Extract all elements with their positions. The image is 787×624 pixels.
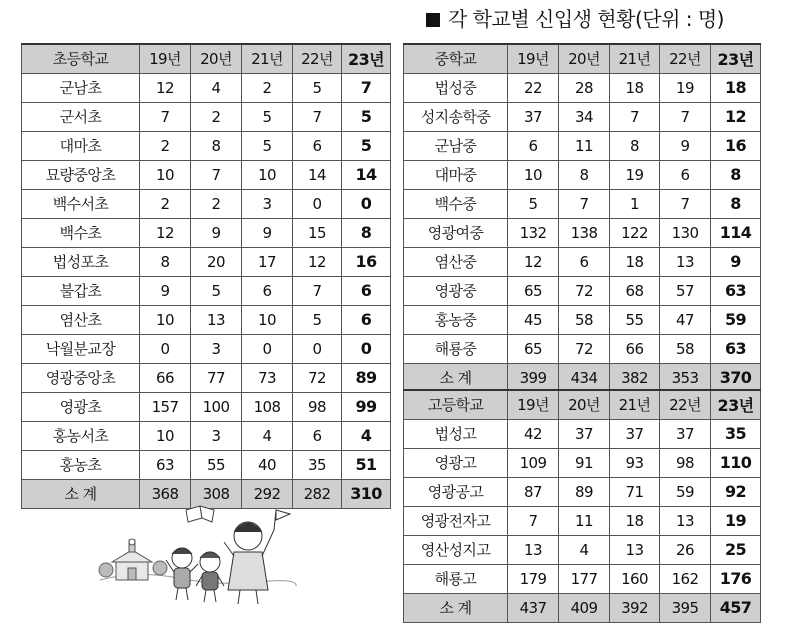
count-cell: 13 [508,535,559,564]
count-cell: 37 [508,102,559,131]
count-cell: 7 [342,73,391,102]
school-name-cell: 불갑초 [22,276,140,305]
count-cell: 157 [140,392,191,421]
count-cell: 10 [140,421,191,450]
count-cell: 132 [508,218,559,247]
table-header-row [404,390,761,419]
table-row [22,131,391,160]
count-cell: 2 [140,131,191,160]
count-cell: 138 [559,218,610,247]
high-school-table [403,389,761,623]
count-cell: 34 [559,102,610,131]
count-cell: 19 [610,160,660,189]
subtotal-label: 소 계 [22,479,140,508]
count-cell: 91 [559,448,610,477]
count-cell: 3 [191,421,242,450]
school-name-cell: 영광중 [404,276,508,305]
count-cell: 8 [711,189,761,218]
count-cell: 26 [660,535,711,564]
count-cell: 93 [610,448,660,477]
count-cell: 37 [559,419,610,448]
count-cell: 45 [508,305,559,334]
school-name-cell: 영광여중 [404,218,508,247]
count-cell: 5 [191,276,242,305]
children-school-illustration [98,500,298,612]
column-header-school: 고등학교 [404,390,508,419]
count-cell: 89 [559,477,610,506]
column-header-school: 초등학교 [22,44,140,73]
count-cell: 18 [711,73,761,102]
table-row [404,102,761,131]
column-header-school: 중학교 [404,44,508,73]
subtotal-cell: 409 [559,593,610,622]
column-header-year: 21년 [610,390,660,419]
school-name-cell: 염산중 [404,247,508,276]
school-name-cell: 군남중 [404,131,508,160]
count-cell: 9 [242,218,293,247]
subtotal-cell: 353 [660,363,711,392]
count-cell: 35 [711,419,761,448]
child-figure [196,552,224,602]
school-building-icon [112,539,152,580]
subtotal-cell: 434 [559,363,610,392]
school-name-cell: 영광초 [22,392,140,421]
column-header-year: 19년 [508,390,559,419]
count-cell: 19 [660,73,711,102]
table-row [404,160,761,189]
count-cell: 98 [293,392,342,421]
school-name-cell: 백수중 [404,189,508,218]
table-row [404,131,761,160]
count-cell: 162 [660,564,711,593]
count-cell: 8 [610,131,660,160]
table-row [22,276,391,305]
count-cell: 6 [242,276,293,305]
school-name-cell: 해룡고 [404,564,508,593]
count-cell: 11 [559,131,610,160]
table-row [22,334,391,363]
count-cell: 87 [508,477,559,506]
table-row [404,73,761,102]
subtotal-row [404,363,761,392]
count-cell: 77 [191,363,242,392]
table-row [404,535,761,564]
table-header-row [404,44,761,73]
count-cell: 160 [610,564,660,593]
school-name-cell: 법성포초 [22,247,140,276]
count-cell: 1 [610,189,660,218]
column-header-year: 20년 [559,44,610,73]
count-cell: 130 [660,218,711,247]
count-cell: 6 [559,247,610,276]
count-cell: 0 [242,334,293,363]
school-name-cell: 영광공고 [404,477,508,506]
count-cell: 179 [508,564,559,593]
table-row [22,160,391,189]
count-cell: 72 [293,363,342,392]
table-row [22,102,391,131]
count-cell: 14 [293,160,342,189]
count-cell: 89 [342,363,391,392]
count-cell: 7 [293,102,342,131]
school-name-cell: 대마중 [404,160,508,189]
school-name-cell: 낙월분교장 [22,334,140,363]
table-row [404,334,761,363]
count-cell: 58 [660,334,711,363]
column-header-year: 22년 [660,44,711,73]
count-cell: 66 [140,363,191,392]
school-name-cell: 대마초 [22,131,140,160]
count-cell: 16 [711,131,761,160]
school-name-cell: 법성고 [404,419,508,448]
count-cell: 66 [610,334,660,363]
column-header-year: 21년 [610,44,660,73]
table-row [22,218,391,247]
count-cell: 7 [191,160,242,189]
school-name-cell: 염산초 [22,305,140,334]
count-cell: 37 [660,419,711,448]
count-cell: 8 [140,247,191,276]
count-cell: 177 [559,564,610,593]
count-cell: 0 [293,189,342,218]
school-name-cell: 군남초 [22,73,140,102]
subtotal-cell: 368 [140,479,191,508]
count-cell: 5 [342,102,391,131]
count-cell: 18 [610,73,660,102]
table-row [22,73,391,102]
subtotal-row [404,593,761,622]
count-cell: 6 [660,160,711,189]
table-row [404,419,761,448]
table-row [22,305,391,334]
subtotal-cell: 395 [660,593,711,622]
count-cell: 6 [342,305,391,334]
count-cell: 92 [711,477,761,506]
subtotal-label: 소 계 [404,593,508,622]
column-header-year: 20년 [559,390,610,419]
count-cell: 4 [242,421,293,450]
child-figure [224,510,290,604]
count-cell: 28 [559,73,610,102]
count-cell: 10 [140,305,191,334]
column-header-year: 19년 [508,44,559,73]
count-cell: 47 [660,305,711,334]
count-cell: 0 [342,189,391,218]
count-cell: 9 [711,247,761,276]
count-cell: 68 [610,276,660,305]
count-cell: 98 [660,448,711,477]
count-cell: 9 [660,131,711,160]
school-name-cell: 백수서초 [22,189,140,218]
school-name-cell: 백수초 [22,218,140,247]
count-cell: 10 [140,160,191,189]
count-cell: 57 [660,276,711,305]
count-cell: 5 [293,305,342,334]
count-cell: 16 [342,247,391,276]
book-icon [186,506,214,522]
count-cell: 7 [610,102,660,131]
count-cell: 9 [140,276,191,305]
count-cell: 51 [342,450,391,479]
count-cell: 72 [559,334,610,363]
school-name-cell: 홍농중 [404,305,508,334]
count-cell: 4 [191,73,242,102]
table-row [404,305,761,334]
count-cell: 3 [191,334,242,363]
count-cell: 7 [508,506,559,535]
count-cell: 7 [660,189,711,218]
count-cell: 63 [140,450,191,479]
count-cell: 5 [508,189,559,218]
subtotal-cell: 370 [711,363,761,392]
count-cell: 15 [293,218,342,247]
child-figure [166,548,198,600]
school-name-cell: 홍농서초 [22,421,140,450]
count-cell: 110 [711,448,761,477]
count-cell: 22 [508,73,559,102]
table-row [404,218,761,247]
count-cell: 13 [660,247,711,276]
school-name-cell: 영광중앙초 [22,363,140,392]
count-cell: 17 [242,247,293,276]
school-name-cell: 묘량중앙초 [22,160,140,189]
subtotal-label: 소 계 [404,363,508,392]
table-row [22,392,391,421]
count-cell: 72 [559,276,610,305]
count-cell: 12 [140,218,191,247]
column-header-year: 22년 [660,390,711,419]
table-row [404,247,761,276]
school-name-cell: 영산성지고 [404,535,508,564]
count-cell: 114 [711,218,761,247]
subtotal-cell: 392 [610,593,660,622]
school-name-cell: 영광전자고 [404,506,508,535]
subtotal-cell: 310 [342,479,391,508]
page-title [426,4,724,34]
table-row [404,564,761,593]
count-cell: 19 [711,506,761,535]
subtotal-cell: 382 [610,363,660,392]
count-cell: 8 [191,131,242,160]
count-cell: 12 [140,73,191,102]
count-cell: 9 [191,218,242,247]
school-name-cell: 홍농초 [22,450,140,479]
count-cell: 14 [342,160,391,189]
count-cell: 5 [342,131,391,160]
count-cell: 63 [711,334,761,363]
count-cell: 25 [711,535,761,564]
count-cell: 8 [559,160,610,189]
subtotal-cell: 282 [293,479,342,508]
count-cell: 109 [508,448,559,477]
count-cell: 3 [242,189,293,218]
elementary-school-table [21,43,391,509]
count-cell: 40 [242,450,293,479]
count-cell: 73 [242,363,293,392]
count-cell: 42 [508,419,559,448]
subtotal-cell: 292 [242,479,293,508]
count-cell: 99 [342,392,391,421]
count-cell: 18 [610,247,660,276]
count-cell: 13 [191,305,242,334]
count-cell: 100 [191,392,242,421]
count-cell: 13 [610,535,660,564]
count-cell: 2 [191,189,242,218]
table-row [404,506,761,535]
count-cell: 10 [242,305,293,334]
table-row [404,276,761,305]
column-header-year: 22년 [293,44,342,73]
table-row [404,448,761,477]
column-header-year: 23년 [711,390,761,419]
count-cell: 2 [191,102,242,131]
middle-school-table [403,43,761,393]
count-cell: 0 [342,334,391,363]
count-cell: 6 [342,276,391,305]
count-cell: 11 [559,506,610,535]
count-cell: 0 [140,334,191,363]
count-cell: 8 [342,218,391,247]
table-row [22,421,391,450]
count-cell: 7 [293,276,342,305]
count-cell: 12 [293,247,342,276]
table-row [404,477,761,506]
count-cell: 59 [660,477,711,506]
count-cell: 7 [660,102,711,131]
count-cell: 59 [711,305,761,334]
column-header-year: 20년 [191,44,242,73]
count-cell: 6 [293,131,342,160]
count-cell: 6 [293,421,342,450]
count-cell: 0 [293,334,342,363]
count-cell: 10 [508,160,559,189]
count-cell: 7 [140,102,191,131]
count-cell: 108 [242,392,293,421]
count-cell: 37 [610,419,660,448]
school-name-cell: 법성중 [404,73,508,102]
count-cell: 13 [660,506,711,535]
column-header-year: 23년 [711,44,761,73]
count-cell: 65 [508,334,559,363]
column-header-year: 21년 [242,44,293,73]
count-cell: 4 [559,535,610,564]
count-cell: 12 [508,247,559,276]
count-cell: 18 [610,506,660,535]
count-cell: 4 [342,421,391,450]
count-cell: 176 [711,564,761,593]
subtotal-cell: 437 [508,593,559,622]
school-name-cell: 군서초 [22,102,140,131]
school-name-cell: 성지송학중 [404,102,508,131]
black-square-icon [426,13,440,27]
school-name-cell: 해룡중 [404,334,508,363]
table-row [22,189,391,218]
table-row [22,450,391,479]
count-cell: 12 [711,102,761,131]
count-cell: 63 [711,276,761,305]
count-cell: 122 [610,218,660,247]
count-cell: 6 [508,131,559,160]
count-cell: 35 [293,450,342,479]
table-row [404,189,761,218]
table-header-row [22,44,391,73]
subtotal-cell: 457 [711,593,761,622]
count-cell: 55 [191,450,242,479]
count-cell: 55 [610,305,660,334]
count-cell: 58 [559,305,610,334]
title-text: 각 학교별 신입생 현황(단위 : 명) [448,7,724,31]
count-cell: 7 [559,189,610,218]
count-cell: 5 [293,73,342,102]
count-cell: 8 [711,160,761,189]
table-row [22,247,391,276]
count-cell: 71 [610,477,660,506]
subtotal-cell: 399 [508,363,559,392]
column-header-year: 19년 [140,44,191,73]
count-cell: 2 [242,73,293,102]
table-row [22,363,391,392]
school-name-cell: 영광고 [404,448,508,477]
count-cell: 5 [242,131,293,160]
column-header-year: 23년 [342,44,391,73]
count-cell: 2 [140,189,191,218]
count-cell: 20 [191,247,242,276]
subtotal-cell: 308 [191,479,242,508]
count-cell: 65 [508,276,559,305]
count-cell: 5 [242,102,293,131]
count-cell: 10 [242,160,293,189]
